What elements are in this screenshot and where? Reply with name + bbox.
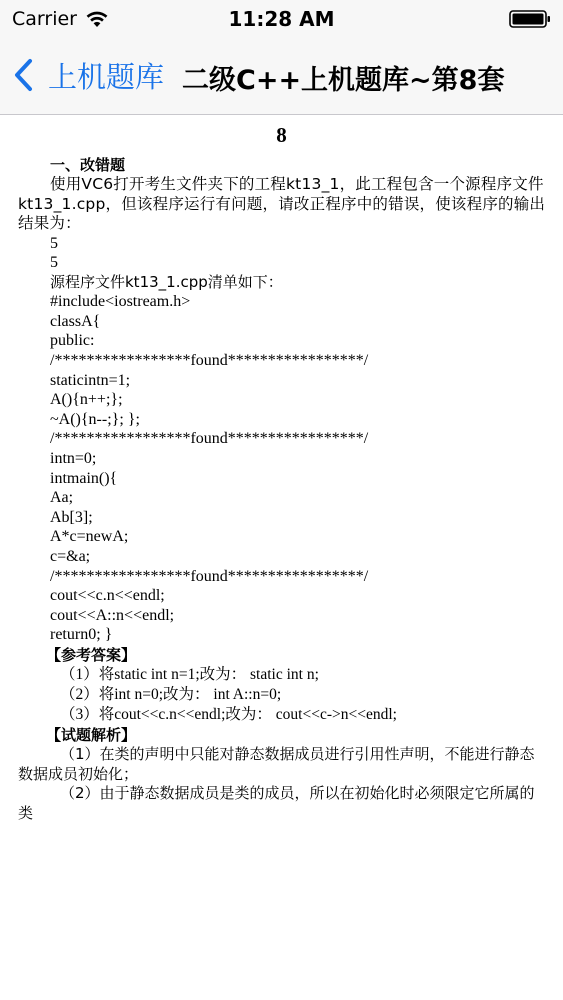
code-line: classA{: [50, 312, 101, 330]
section-heading: 一、改错题: [50, 156, 126, 174]
back-button-label: 上机题库: [48, 59, 165, 94]
answer-heading: 【参考答案】: [46, 645, 137, 664]
code-line: public:: [50, 332, 95, 350]
question-intro: 使用VC6打开考生文件夹下的工程kt13_1，此工程包含一个源程序文件kt13_1.cpp，但该程序运行有问题，请改正程序中的错误，使该程序的输出结果为：: [18, 175, 546, 232]
code-line: intmain(){: [50, 469, 118, 487]
code-line: cout<<c.n<<endl;: [50, 587, 165, 605]
code-line: #include<iostream.h>: [50, 293, 191, 311]
analysis-paragraph: （1）在类的声明中只能对静态数据成员进行引用性声明，不能进行静态数据成员初始化；: [18, 744, 535, 783]
listing-label: 源程序文件kt13_1.cpp清单如下：: [50, 272, 283, 291]
document-view[interactable]: [0, 115, 563, 826]
back-button[interactable]: [12, 52, 164, 98]
code-line: intn=0;: [50, 450, 97, 468]
code-line: cout<<A::n<<endl;: [50, 606, 175, 624]
code-line: ~A(){n--;}; };: [50, 410, 140, 428]
output-line: 5: [50, 234, 58, 252]
output-line: 5: [50, 254, 58, 272]
code-line: /*****************found*****************/: [50, 352, 369, 370]
answer-line: （1）将static int n=1;改为： static int n;: [60, 665, 319, 683]
code-line: return0; }: [50, 626, 113, 644]
chevron-left-icon: [12, 58, 34, 92]
navigation-bar: [0, 38, 563, 115]
code-line: /*****************found*****************/: [50, 430, 369, 448]
battery-icon: [509, 10, 551, 28]
carrier-label: Carrier: [12, 8, 77, 30]
page-title: 二级C++上机题库~第8套: [182, 65, 505, 96]
code-line: A(){n++;};: [50, 391, 123, 409]
code-line: c=&a;: [50, 548, 91, 565]
answer-line: （2）将int n=0;改为： int A::n=0;: [60, 685, 282, 703]
code-line: /*****************found*****************/: [50, 567, 369, 585]
answer-line: （3）将cout<<c.n<<endl;改为： cout<<c->n<<endl;: [60, 705, 397, 723]
blank-area: [0, 826, 563, 1000]
code-line: A*c=newA;: [50, 528, 129, 546]
code-line: staticintn=1;: [50, 371, 131, 389]
status-time: 11:28 AM: [228, 7, 335, 31]
analysis-paragraph: （2）由于静态数据成员是类的成员，所以在初始化时必须限定它所属的类: [18, 784, 535, 822]
code-line: Ab[3];: [50, 508, 93, 526]
code-line: Aa;: [50, 489, 74, 507]
set-number: 8: [276, 123, 287, 147]
status-bar: [0, 0, 563, 38]
analysis-heading: 【试题解析】: [46, 725, 137, 744]
